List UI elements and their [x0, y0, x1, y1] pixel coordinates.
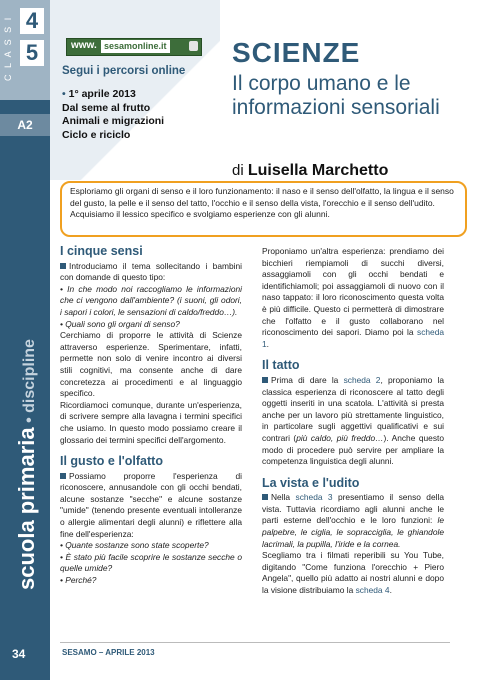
scheda-link[interactable]: scheda 3	[295, 492, 333, 503]
section-heading-tatto: Il tatto	[262, 358, 300, 373]
intro-box: Esploriamo gli organi di senso e il loro funzionamento: il naso e il senso dell'olfatto, la lingua e il senso del gusto, la pelle e il senso del tatto, l'occhio e il senso della vista, l'orecchio e il senso dell'udito. Acquisiamo il lessico specifico e svolgiamo esperienze con gli alunni.	[60, 181, 467, 237]
online-list	[62, 88, 164, 142]
square-bullet-icon	[262, 494, 268, 500]
footer-text: SESAMO – APRILE 2013	[62, 648, 155, 657]
square-bullet-icon	[60, 263, 66, 269]
vertical-section-label	[10, 150, 42, 590]
class-number-5: 5	[20, 40, 44, 66]
logo-www: www.	[71, 40, 97, 51]
scheda-link[interactable]: scheda 4	[355, 585, 390, 596]
article-title: SCIENZE	[232, 37, 361, 68]
classi-label: C L A S S I	[3, 15, 13, 81]
scheda-link[interactable]: scheda 2	[343, 374, 381, 385]
square-bullet-icon	[262, 377, 268, 383]
online-item[interactable]: Dal seme al frutto	[62, 101, 151, 114]
logo-site: sesamonline.it	[101, 40, 170, 53]
article-subtitle: Il corpo umano e le informazioni sensoriali	[232, 72, 440, 119]
cursor-icon	[189, 41, 198, 51]
section-heading-cinque-sensi: I cinque sensi	[60, 244, 143, 258]
square-bullet-icon	[60, 473, 66, 479]
online-item[interactable]: Animali e migrazioni	[62, 115, 165, 127]
question: • Perché?	[60, 575, 97, 586]
scheda-link[interactable]: scheda 1	[262, 327, 445, 349]
vertical-main: scuola primaria	[14, 427, 39, 590]
right-column: Proponiamo un'altra esperienza: prendiamo dei bicchieri riempiamoli di succhi diversi, assaggiamoli con gli occhi bendati e identifichiamoli; poi assaggiamoli di nuovo con il naso tappato: il loro riconoscimento questa volta è più difficile. Questo ci permetterà di dimostrare che l'olfatto e il gusto collaborano nel riconoscimento dei sapori. Diamo poi la scheda 1. Il tatto Prima di dare la scheda 2, proponiamo la classica esperienza di riconoscere al tatto degli oggetti inseriti in una scatola. L'attività si presta anche per un lavoro più strettamente linguistico, in particolare sugli aggettivi qualificativi e sui contrari (più caldo, più freddo…). Anche questo modo di procedere può servire per ampliare la competenza linguistica degli alunni. La vista e l'udito Nella scheda 3 presentiamo il senso della vista. Tuttavia ricordiamo agli alunni anche le parti esterne dell'occhio e le loro funzioni: le palpebre, le ciglia, le sopracciglia, le ghiandole lacrimali, la pupilla, l'iride e la cornea. Scegliamo tra i filmati reperibili su You Tube, digitando "Come funziona l'orecchio + Piero Angela", quello più adatto ai nostri alunni e dopo la visione distribuiamo la scheda 4.	[262, 246, 445, 596]
question: • Quante sostanze sono state scoperte?	[60, 540, 209, 551]
level-badge: A2	[0, 114, 50, 136]
vertical-sep: •	[21, 412, 38, 428]
vertical-sub: discipline	[21, 339, 38, 413]
online-item[interactable]: • 1° aprile 2013	[62, 88, 136, 100]
online-heading: Segui i percorsi online	[62, 65, 186, 77]
footer-rule	[60, 642, 450, 643]
online-item[interactable]: Ciclo e riciclo	[62, 128, 131, 141]
section-heading-gusto-olfatto: Il gusto e l'olfatto	[60, 454, 163, 469]
question: • È stato più facile scoprire le sostanze secche o quelle umide?	[60, 551, 242, 574]
section-heading-vista-udito: La vista e l'udito	[262, 475, 360, 490]
site-logo[interactable]	[66, 38, 202, 56]
question: • In che modo noi raccogliamo le informazioni che ci vengono dall'ambiente? (i suoni, gli odori, i sapori i colori, le sensazioni di caldo/freddo…).	[60, 283, 242, 317]
page-number: 34	[12, 647, 26, 661]
class-number-4: 4	[20, 8, 44, 34]
article-author: di Luisella Marchetto	[232, 162, 389, 179]
left-column: I cinque sensi Introduciamo il tema sollecitando i bambini con domande di questo tipo: • In che modo noi raccogliamo le informazioni che ci vengono dall'ambiente? (i suoni, gli odori, i sapori i colori, le sensazioni di caldo/freddo…). • Quali sono gli organi di senso? Cerchiamo di proporre le attività di Scienze attraverso esperienze. Sperimentare, infatti, permette non solo di venire incontro ai diversi stili cognitivi, ma consente anche di dare concretezza ai procedimenti e al linguaggio specifico. Ricordiamoci comunque, durante un'esperienza, di scrivere sempre alla lavagna i termini specifici che usiamo. In questo modo possiamo creare il glossario dei termini specifici dell'argomento. Il gusto e l'olfatto Possiamo proporre l'esperienza di riconoscere, annusandole con gli occhi bendati, alcune sostanze "secche" e alcune sostanze "umide" (tenendo presente eventuali intolleranze o allergie alimentari degli alunni) e riflettere alla fine dell'esperienza: • Quante sostanze sono state scoperte? • È stato più facile scoprire le sostanze secche o quelle umide? • Perché?	[60, 244, 242, 586]
question: • Quali sono gli organi di senso?	[60, 318, 180, 329]
